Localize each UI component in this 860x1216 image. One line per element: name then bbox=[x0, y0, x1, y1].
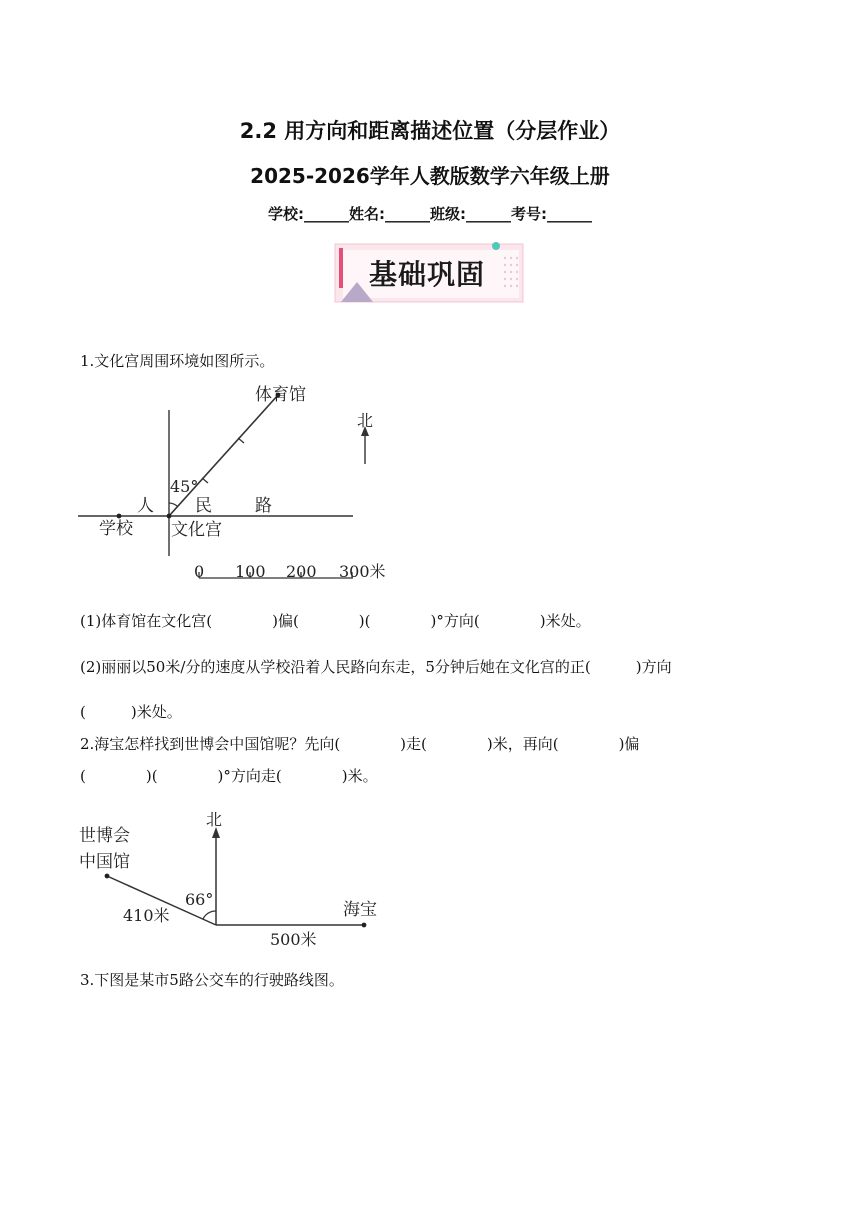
gym-label: 体育馆 bbox=[255, 385, 306, 405]
center-label: 文化宫 bbox=[171, 520, 222, 540]
scale-tick-200: 200 bbox=[286, 562, 317, 581]
question-1-part-2-line-2: ( )米处。 bbox=[80, 703, 182, 721]
pavilion-label-line-2: 中国馆 bbox=[79, 852, 130, 872]
page-title: 2.2 用方向和距离描述位置（分层作业） bbox=[239, 119, 621, 143]
pavilion-label-line-1: 世博会 bbox=[79, 826, 130, 846]
distance-right-label: 500米 bbox=[270, 930, 317, 949]
center-point bbox=[167, 514, 172, 519]
question-1-stem: 1.文化宫周围环境如图所示。 bbox=[80, 352, 275, 370]
banner-label: 基础巩固 bbox=[368, 258, 486, 291]
road-char-1: 人 bbox=[137, 496, 154, 516]
scale-tick-300: 300米 bbox=[339, 562, 386, 581]
north-label: 北 bbox=[206, 810, 223, 829]
banner-graphic bbox=[333, 238, 527, 306]
angle-arc bbox=[203, 911, 216, 919]
student-info-line: 学校:______姓名:______班级:______考号:______ bbox=[268, 205, 592, 223]
north-label: 北 bbox=[357, 411, 374, 430]
school-point bbox=[117, 514, 122, 519]
section-banner bbox=[333, 238, 527, 306]
scale-tick-100: 100 bbox=[235, 562, 266, 581]
school-label: 学校 bbox=[99, 519, 133, 539]
haibao-point bbox=[362, 923, 367, 928]
question-1-part-2-line-1: (2)丽丽以50米/分的速度从学校沿着人民路向东走，5分钟后她在文化宫的正( )方向 bbox=[80, 658, 672, 676]
angle-arc bbox=[169, 503, 178, 507]
road-char-2: 民 bbox=[195, 496, 212, 516]
haibao-label: 海宝 bbox=[343, 900, 377, 920]
angle-label: 66° bbox=[185, 890, 214, 909]
page-subtitle: 2025-2026学年人教版数学六年级上册 bbox=[250, 164, 610, 188]
pavilion-point bbox=[105, 874, 110, 879]
question-2-figure bbox=[75, 805, 395, 955]
question-2-stem-line-2: ( )( )°方向走( )米。 bbox=[80, 767, 378, 785]
question-2-stem-line-1: 2.海宝怎样找到世博会中国馆呢？先向( )走( )米，再向( )偏 bbox=[80, 735, 640, 753]
angle-label: 45° bbox=[170, 477, 199, 496]
distance-left-label: 410米 bbox=[123, 906, 170, 925]
question-1-part-1: (1)体育馆在文化宫( )偏( )( )°方向( )米处。 bbox=[80, 612, 591, 630]
road-char-3: 路 bbox=[255, 496, 272, 516]
scale-tick-0: 0 bbox=[194, 562, 205, 581]
question-1-figure bbox=[75, 380, 395, 585]
question-3-stem: 3.下图是某市5路公交车的行驶路线图。 bbox=[80, 971, 344, 989]
